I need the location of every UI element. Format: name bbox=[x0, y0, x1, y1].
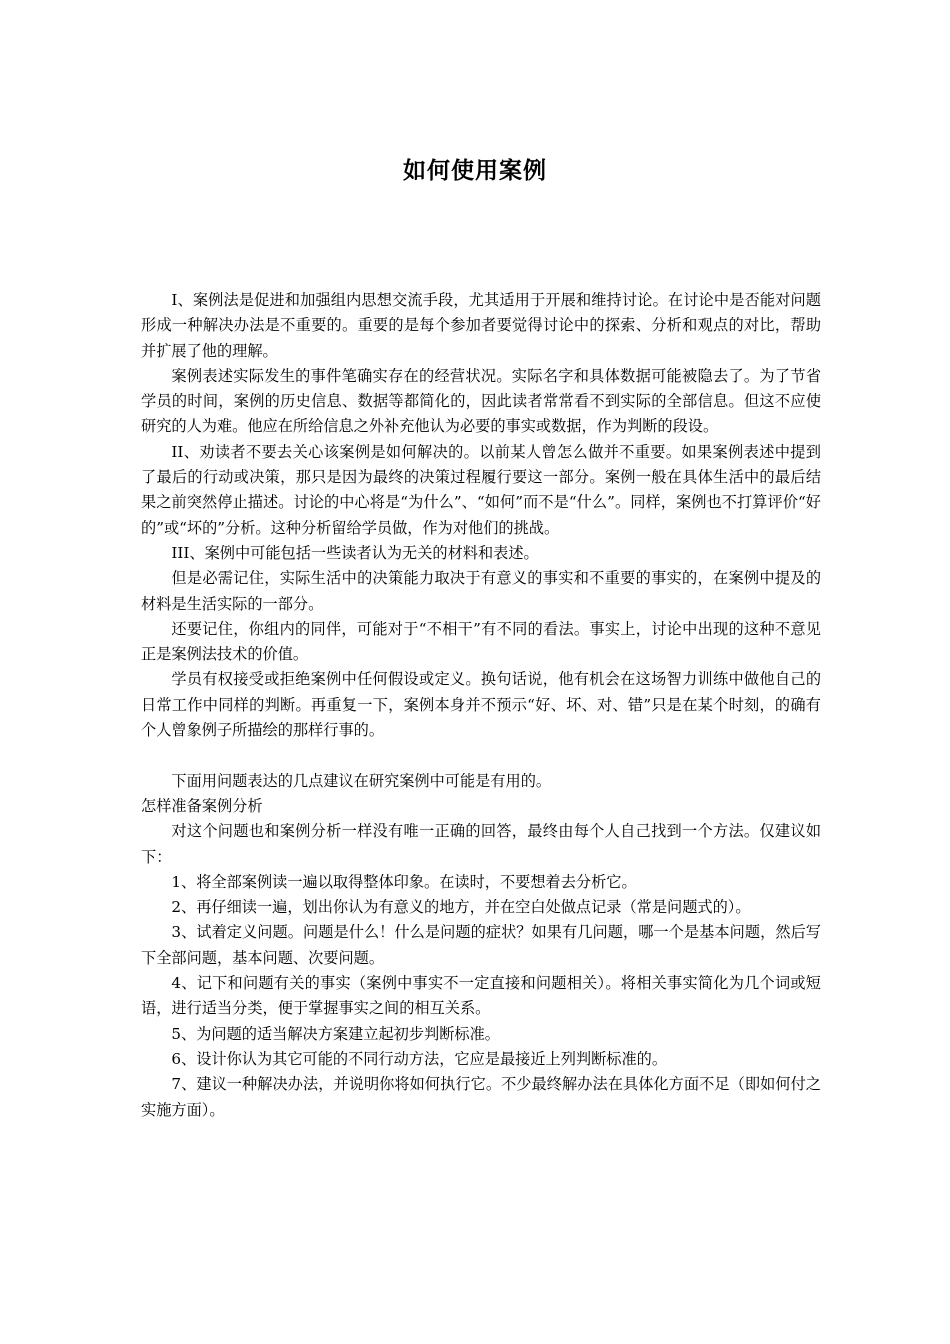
paragraph-section1-5: 但是必需记住，实际生活中的决策能力取决于有意义的事实和不重要的事实的，在案例中提及的材料是生活实际的一部分。 bbox=[141, 569, 821, 613]
step-item-7: 7、建议一种解决办法，并说明你将如何执行它。不少最终解办法在具体化方面不足（即如何付之实施方面）。 bbox=[141, 1075, 821, 1119]
step-item-2: 2、再仔细读一遍，划出你认为有意义的地方，并在空白处做点记录（常是问题式的）。 bbox=[171, 898, 751, 917]
blank-line bbox=[141, 743, 821, 768]
step-item-1: 1、将全部案例读一遍以取得整体印象。在读时，不要想着去分析它。 bbox=[171, 872, 637, 891]
paragraph-section1-1: I、案例法是促进和加强组内思想交流手段，尤其适用于开展和维持讨论。在讨论中是否能对问题形成一种解决办法是不重要的。重要的是每个参加者要觉得讨论中的探索、分析和观点的对比，帮助并扩展了他的理解。 bbox=[141, 291, 821, 360]
step-item-3: 3、试着定义问题。问题是什么！什么是问题的症状？如果有几问题，哪一个是基本问题，然后写下全部问题，基本问题、次要问题。 bbox=[141, 923, 821, 967]
paragraph-section2-lead: 对这个问题也和案例分析一样没有唯一正确的回答，最终由每个人自己找到一个方法。仅建议如下： bbox=[141, 822, 821, 866]
paragraph-section1-4: III、案例中可能包括一些读者认为无关的材料和表述。 bbox=[171, 543, 539, 562]
step-item-5: 5、为问题的适当解决方案建立起初步判断标准。 bbox=[171, 1024, 500, 1043]
paragraph-section1-7: 学员有权接受或拒绝案例中任何假设或定义。换句话说，他有机会在这场智力训练中做他自己的日常工作中同样的判断。再重复一下，案例本身并不预示“好、坏、对、错”只是在某个时刻，的确有个人曾象例子所描绘的那样行事的。 bbox=[141, 670, 821, 740]
step-item-4: 4、记下和问题有关的事实（案例中事实不一定直接和问题相关）。将相关事实简化为几个词或短语，进行适当分类，便于掌握事实之间的相互关系。 bbox=[141, 974, 821, 1018]
page-title: 如何使用案例 bbox=[403, 158, 547, 184]
paragraph-section1-3: II、劝读者不要去关心该案例是如何解决的。以前某人曾怎么做并不重要。如果案例表述中提到了最后的行动或决策，那只是因为最终的决策过程履行要这一部分。案例一般在具体生活中的最后结果之前突然停止描述。讨论的中心将是“为什么”、“如何”而不是“什么”。同样，案例也不打算评价“好的”或“坏的”分析。这种分析留给学员做，作为对他们的挑战。 bbox=[141, 442, 821, 537]
paragraph-intro: 下面用问题表达的几点建议在研究案例中可能是有用的。 bbox=[171, 771, 552, 790]
paragraph-section1-2: 案例表述实际发生的事件笔确实存在的经营状况。实际名字和具体数据可能被隐去了。为了节省学员的时间，案例的历史信息、数据等都简化的，因此读者常常看不到实际的全部信息。但这不应使研究的人为难。他应在所给信息之外补充他认为必要的事实或数据，作为判断的段设。 bbox=[141, 366, 821, 436]
subheading: 怎样准备案例分析 bbox=[141, 796, 263, 815]
paragraph-section1-6: 还要记住，你组内的同伴，可能对于“不相干”有不同的看法。事实上，讨论中出现的这种不意见正是案例法技术的价值。 bbox=[141, 619, 821, 664]
step-item-6: 6、设计你认为其它可能的不同行动方法，它应是最接近上列判断标准的。 bbox=[171, 1049, 668, 1068]
document-body bbox=[141, 288, 821, 1123]
